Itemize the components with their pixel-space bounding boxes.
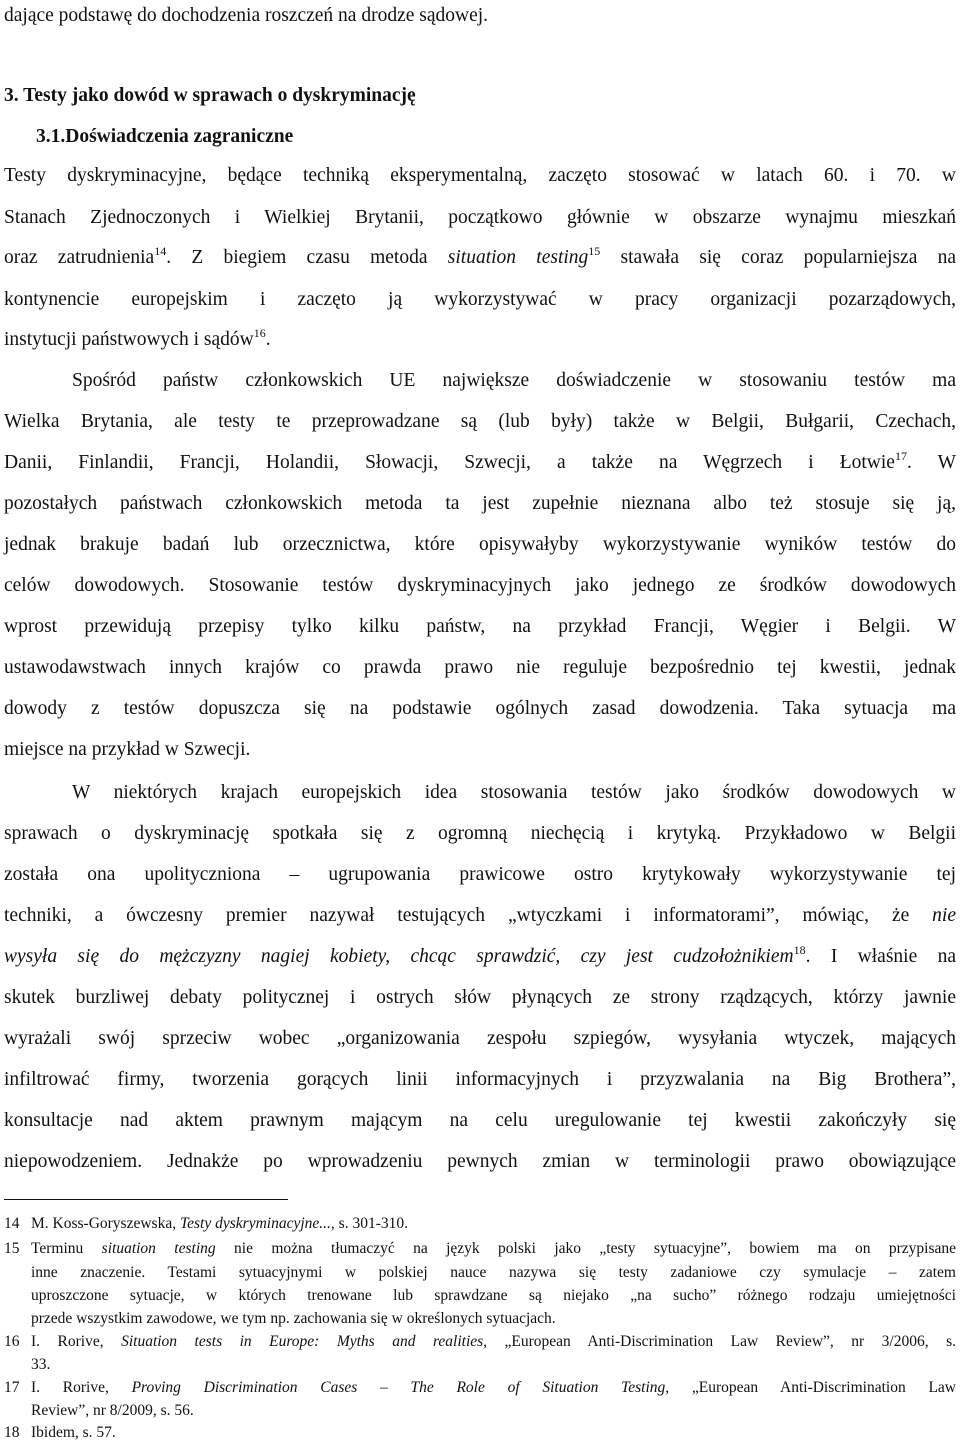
body-line: dowody z testów dopuszcza się na podstawie ogólnych zasad dowodzenia. Taka sytuacja ma — [4, 698, 956, 719]
body-line: została ona upolityczniona – ugrupowania prawicowe ostro krytykowały wykorzystywanie tej — [4, 864, 956, 885]
body-line: instytucji państwowych i sądów$^{16}$. — [4, 326, 271, 350]
body-line: kontynencie europejskim i zaczęto ją wykorzystywać w pracy organizacji pozarządowych, — [4, 289, 956, 310]
body-line: wyrażali swój sprzeciw wobec „organizowania zespołu szpiegów, wysyłania wtyczek, mających — [4, 1028, 956, 1049]
body-line: Danii, Finlandii, Francji, Holandii, Słowacji, Szwecji, a także na Węgrzech i Łotwie$^{17}$. W — [4, 449, 956, 473]
footnote-ref-15[interactable]: 15 — [588, 244, 601, 258]
body-line: Wielka Brytania, ale testy te przeprowadzane są (lub były) także w Belgii, Bułgarii, Czechach, — [4, 411, 956, 432]
body-line: oraz zatrudnienia$^{14}$. Z biegiem czasu metoda situation testing$^{15}$ stawała się coraz popularniejsza na — [4, 244, 957, 268]
body-line: celów dowodowych. Stosowanie testów dyskryminacyjnych jako jednego ze środków dowodowych — [4, 575, 956, 596]
footnote-ref-16[interactable]: 16 — [253, 326, 266, 340]
body-line: wysyła się do mężczyzny nagiej kobiety, chcąc sprawdzić, czy jest cudzołożnikiem$^{18}$. I właśnie na — [4, 943, 957, 967]
body-line: sprawach o dyskryminację spotkała się z ogromną niechęcią i krytyką. Przykładowo w Belgii — [4, 823, 956, 844]
body-line: infiltrować firmy, tworzenia gorących linii informacyjnych i przyzwalania na Big Brothera”, — [4, 1069, 956, 1090]
body-line: Stanach Zjednoczonych i Wielkiej Brytanii, początkowo głównie w obszarze wynajmu mieszkań — [4, 207, 956, 228]
footnote-ref-14[interactable]: 14 — [154, 244, 167, 258]
body-line: skutek burzliwej debaty politycznej i ostrych słów płynących ze strony rządzących, którzy jawnie — [4, 987, 956, 1008]
body-line: Spośród państw członkowskich UE największe doświadczenie w stosowaniu testów ma — [72, 370, 956, 391]
body-line: techniki, a ówczesny premier nazywał testujących „wtyczkami i informatorami”, mówiąc, że nie — [4, 905, 956, 926]
body-line: niepowodzeniem. Jednakże po wprowadzeniu pewnych zmian w terminologii prawo obowiązujące — [4, 1151, 956, 1172]
footnote-ref-18[interactable]: 18 — [793, 943, 806, 957]
body-line: miejsce na przykład w Szwecji. — [4, 739, 251, 760]
body-line: W niektórych krajach europejskich idea stosowania testów jako środków dowodowych w — [72, 782, 956, 803]
body-line: konsultacje nad aktem prawnym mającym na celu uregulowanie tej kwestii zakończyły się — [4, 1110, 956, 1131]
body-line: wprost przewidują przepisy tylko kilku państw, na przykład Francji, Węgier i Belgii. W — [4, 616, 956, 637]
body-line: Testy dyskryminacyjne, będące techniką eksperymentalną, zaczęto stosować w latach 60. i 70. w — [4, 165, 956, 186]
footnote-ref-17[interactable]: 17 — [894, 449, 907, 463]
body-line: pozostałych państwach członkowskich metoda ta jest zupełnie nieznana albo też stosuje się ją, — [4, 493, 956, 514]
body-line: jednak brakuje badań lub orzecznictwa, które opisywałyby wykorzystywanie wyników testów do — [4, 534, 956, 555]
subsection-heading: 3.1.Doświadczenia zagraniczne — [36, 126, 294, 147]
body-line: ustawodawstwach innych krajów co prawda prawo nie reguluje bezpośrednio tej kwestii, jednak — [4, 657, 956, 678]
body-line: dające podstawę do dochodzenia roszczeń na drodze sądowej. — [4, 5, 489, 26]
footnote-separator — [4, 1199, 288, 1200]
section-heading: 3. Testy jako dowód w sprawach o dyskryminację — [4, 85, 416, 106]
